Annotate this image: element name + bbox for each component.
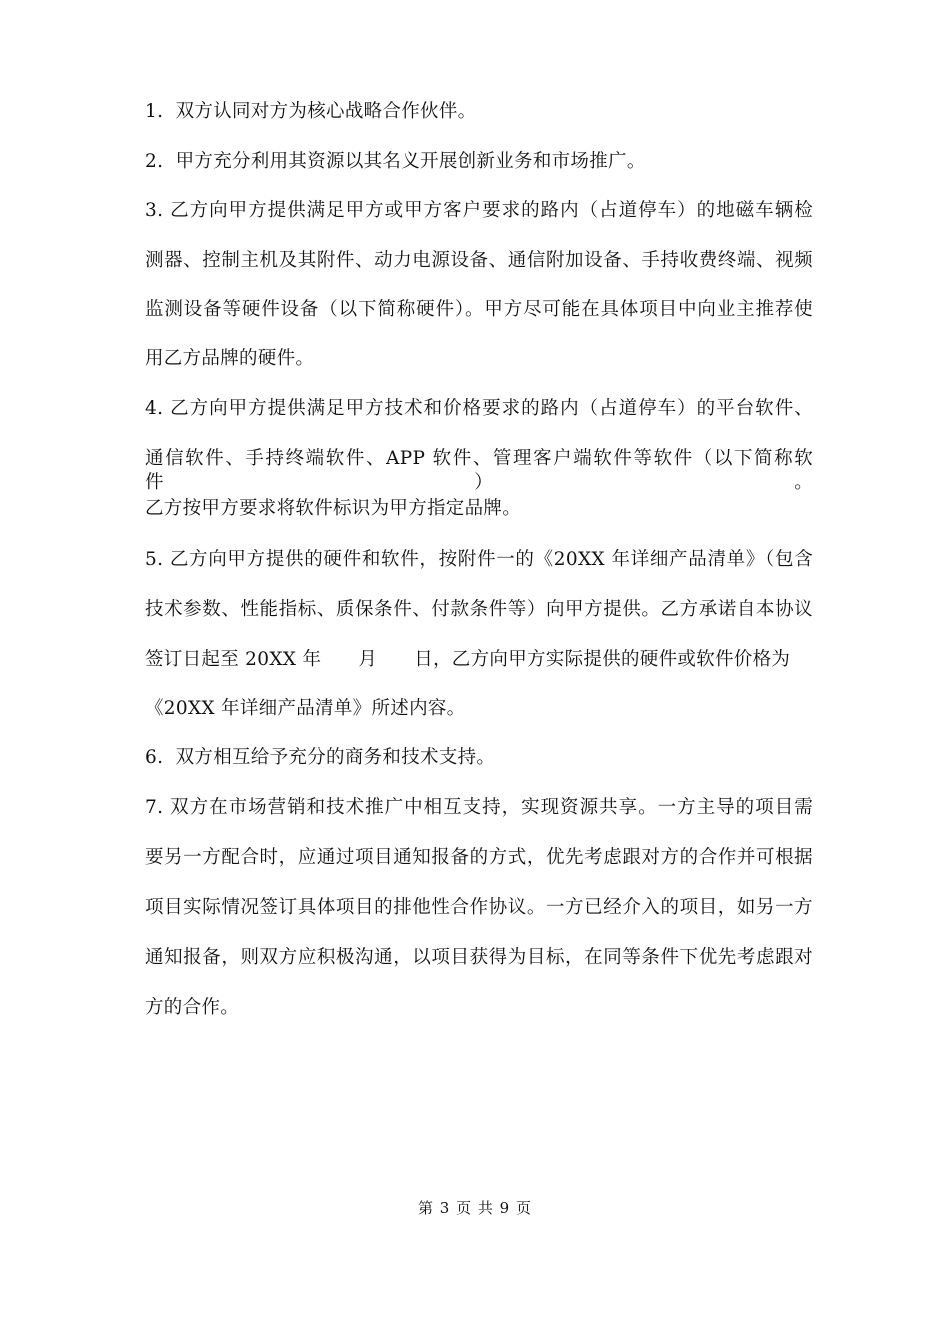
clause-3-line-1: 3. 乙方向甲方提供满足甲方或甲方客户要求的路内（占道停车）的地磁车辆检	[145, 200, 813, 221]
clause-4-line-3: 乙方按甲方要求将软件标识为甲方指定品牌。	[145, 498, 522, 519]
clause-7-line-2: 要另一方配合时，应通过项目通知报备的方式，优先考虑跟对方的合作并可根据	[145, 847, 813, 868]
page-number: 第 3 页 共 9 页	[418, 1199, 532, 1217]
clause-5-line-2: 技术参数、性能指标、质保条件、付款条件等）向甲方提供。乙方承诺自本协议	[145, 599, 813, 620]
clause-4-line-1: 4. 乙方向甲方提供满足甲方技术和价格要求的路内（占道停车）的平台软件、	[145, 398, 813, 419]
clause-3-line-3: 监测设备等硬件设备（以下简称硬件）。甲方尽可能在具体项目中向业主推荐使	[145, 299, 813, 320]
clause-4-line-2: 通信软件、手持终端软件、APP 软件、管理客户端软件等软件（以下简称软件）。	[145, 448, 813, 493]
clause-5-line-1: 5. 乙方向甲方提供的硬件和软件，按附件一的《20XX 年详细产品清单》（包含	[145, 549, 813, 570]
clause-5-line-3: 签订日起至 20XX 年 月 日，乙方向甲方实际提供的硬件或软件价格为	[145, 649, 791, 670]
clause-7-line-3: 项目实际情况签订具体项目的排他性合作协议。一方已经介入的项目，如另一方	[145, 897, 813, 918]
clause-7-line-5: 方的合作。	[145, 997, 240, 1018]
clause-3-line-4: 用乙方品牌的硬件。	[145, 348, 315, 369]
clause-6-line-1: 6. 双方相互给予充分的商务和技术支持。	[145, 747, 496, 768]
clause-7-line-1: 7. 双方在市场营销和技术推广中相互支持，实现资源共享。一方主导的项目需	[145, 797, 813, 818]
clause-1-line-1: 1. 双方认同对方为核心战略合作伙伴。	[145, 101, 477, 122]
clause-5-line-4: 《20XX 年详细产品清单》所述内容。	[145, 698, 466, 719]
clause-2-line-1: 2. 甲方充分利用其资源以其名义开展创新业务和市场推广。	[145, 151, 646, 172]
clause-7-line-4: 通知报备，则双方应积极沟通，以项目获得为目标，在同等条件下优先考虑跟对	[145, 947, 813, 968]
clause-3-line-2: 测器、控制主机及其附件、动力电源设备、通信附加设备、手持收费终端、视频	[145, 250, 813, 271]
